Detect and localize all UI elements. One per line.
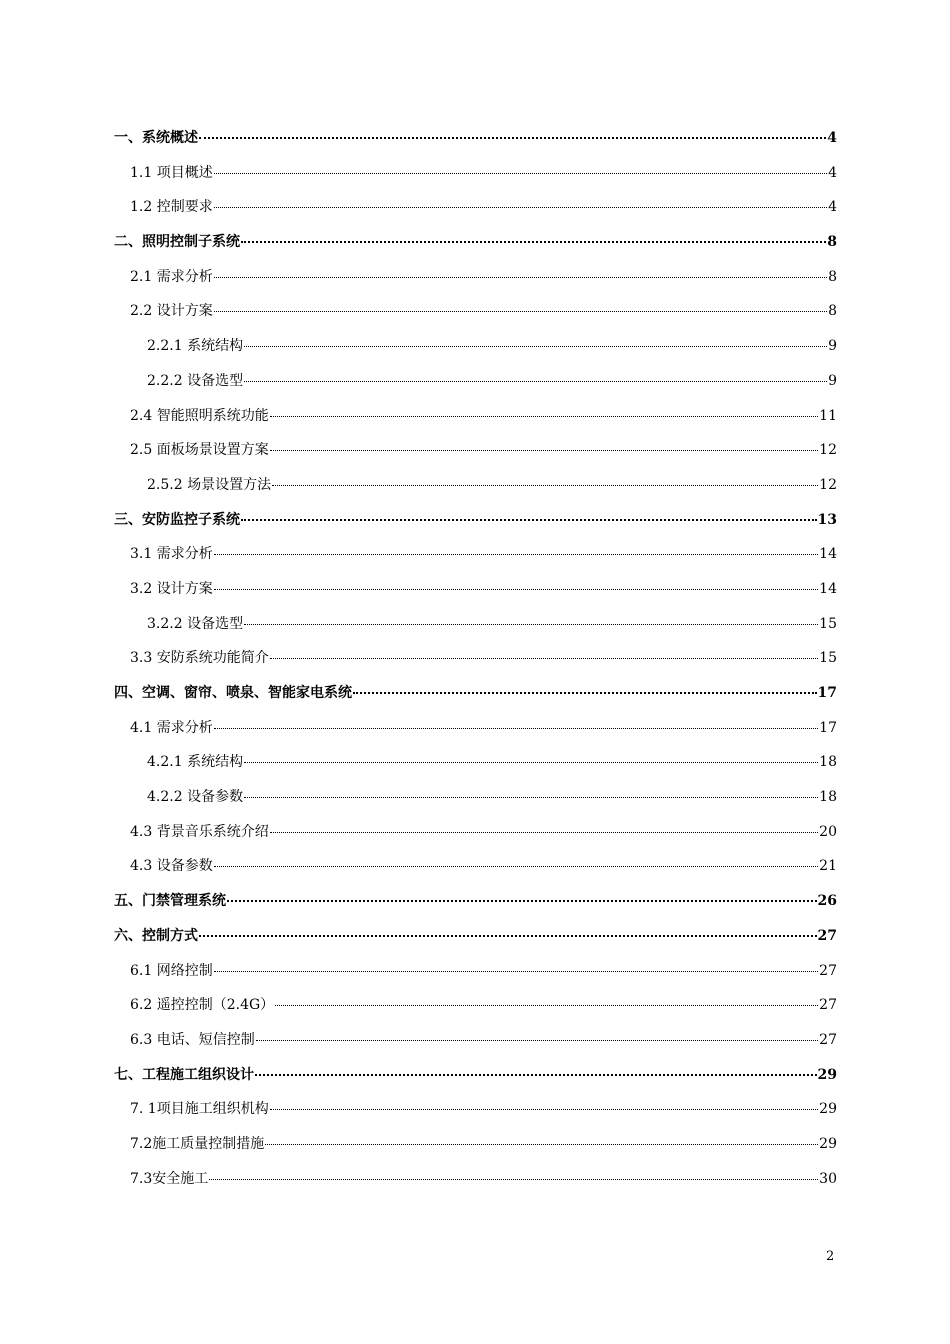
toc-entry-page: 17 — [819, 719, 837, 736]
dot-leader — [265, 1144, 818, 1145]
toc-entry-page: 29 — [819, 1135, 837, 1152]
toc-entry[interactable] — [114, 399, 837, 434]
toc-entry-page: 14 — [819, 580, 837, 597]
dot-leader — [256, 1040, 818, 1041]
toc-entry-title: 4.2.1 系统结构 — [147, 754, 244, 771]
toc-entry-title: 五、门禁管理系统 — [114, 893, 226, 910]
toc-entry[interactable] — [114, 156, 837, 191]
toc-entry-page: 29 — [819, 1101, 837, 1118]
toc-entry-title: 6.3 电话、短信控制 — [130, 1031, 255, 1048]
toc-entry[interactable] — [114, 503, 837, 538]
dot-leader — [244, 624, 818, 625]
dot-leader — [209, 1179, 818, 1180]
toc-entry-page: 4 — [828, 164, 837, 181]
toc-entry[interactable] — [114, 1058, 837, 1093]
dot-leader — [244, 346, 827, 347]
dot-leader — [227, 900, 817, 902]
toc-entry-title: 2.2.2 设备选型 — [147, 372, 244, 389]
toc-entry-page: 12 — [819, 476, 837, 493]
dot-leader — [270, 832, 818, 833]
toc-entry-title: 3.1 需求分析 — [130, 546, 213, 563]
dot-leader — [214, 866, 818, 867]
dot-leader — [214, 971, 818, 972]
toc-entry-title: 一、系统概述 — [114, 130, 198, 146]
toc-entry[interactable] — [114, 745, 837, 780]
dot-leader — [244, 762, 818, 763]
dot-leader — [270, 450, 818, 451]
dot-leader — [270, 1109, 818, 1110]
toc-entry-title: 三、安防监控子系统 — [114, 511, 240, 528]
toc-entry-page: 27 — [819, 1031, 837, 1048]
page-number: 2 — [826, 1249, 835, 1264]
toc-entry-page: 15 — [819, 650, 837, 667]
toc-entry-title: 7.2施工质量控制措施 — [130, 1135, 265, 1152]
toc-entry-page: 20 — [819, 823, 837, 840]
toc-entry-page: 27 — [817, 927, 837, 944]
toc-entry-title: 3.2.2 设备选型 — [147, 615, 244, 632]
toc-entry[interactable] — [114, 121, 837, 156]
toc-entry[interactable] — [114, 1127, 837, 1162]
toc-entry-page: 27 — [819, 997, 837, 1014]
table-of-contents — [114, 121, 837, 1196]
toc-entry-page: 21 — [819, 858, 837, 875]
toc-entry-page: 29 — [817, 1066, 837, 1083]
toc-entry-page: 8 — [827, 234, 837, 251]
toc-entry-title: 4.3 背景音乐系统介绍 — [130, 823, 269, 840]
toc-entry-page: 30 — [819, 1170, 837, 1187]
toc-entry-page: 18 — [819, 754, 837, 771]
dot-leader — [214, 589, 818, 590]
toc-entry[interactable] — [114, 815, 837, 850]
dot-leader — [244, 381, 827, 382]
dot-leader — [241, 519, 817, 521]
toc-entry[interactable] — [114, 780, 837, 815]
dot-leader — [270, 416, 818, 417]
dot-leader — [241, 241, 826, 243]
toc-entry[interactable] — [114, 1162, 837, 1197]
toc-entry[interactable] — [114, 711, 837, 746]
toc-entry-page: 4 — [828, 199, 837, 216]
dot-leader — [275, 1005, 818, 1006]
toc-entry[interactable] — [114, 468, 837, 503]
toc-entry-title: 7.3安全施工 — [130, 1170, 209, 1187]
toc-entry-page: 12 — [819, 442, 837, 459]
toc-entry-page: 14 — [819, 546, 837, 563]
toc-entry-title: 六、控制方式 — [114, 927, 198, 944]
toc-entry-title: 3.2 设计方案 — [130, 580, 213, 597]
toc-entry[interactable] — [114, 641, 837, 676]
toc-entry[interactable] — [114, 919, 837, 954]
toc-entry-title: 7. 1项目施工组织机构 — [130, 1101, 269, 1118]
toc-entry[interactable] — [114, 607, 837, 642]
toc-entry-title: 二、照明控制子系统 — [114, 234, 240, 251]
toc-entry-title: 6.2 遥控控制（2.4G） — [130, 997, 275, 1014]
toc-entry-page: 13 — [817, 511, 837, 528]
toc-entry[interactable] — [114, 433, 837, 468]
dot-leader — [214, 277, 827, 278]
toc-entry-page: 27 — [819, 962, 837, 979]
dot-leader — [255, 1074, 817, 1076]
dot-leader — [214, 728, 818, 729]
dot-leader — [244, 797, 818, 798]
toc-entry-title: 2.5.2 场景设置方法 — [147, 476, 272, 493]
dot-leader — [214, 554, 818, 555]
toc-entry-title: 3.3 安防系统功能简介 — [130, 650, 269, 667]
toc-entry-page: 9 — [828, 372, 837, 389]
dot-leader — [199, 935, 817, 937]
dot-leader — [199, 137, 826, 139]
toc-entry-title: 2.4 智能照明系统功能 — [130, 407, 269, 424]
dot-leader — [272, 485, 818, 486]
dot-leader — [214, 207, 827, 208]
toc-entry-title: 七、工程施工组织设计 — [114, 1066, 254, 1083]
toc-entry-title: 2.2.1 系统结构 — [147, 338, 244, 355]
toc-entry-page: 4 — [827, 130, 837, 146]
toc-entry[interactable] — [114, 954, 837, 989]
toc-entry[interactable] — [114, 260, 837, 295]
toc-entry[interactable] — [114, 1023, 837, 1058]
toc-entry-page: 8 — [828, 303, 837, 320]
toc-entry-title: 2.5 面板场景设置方案 — [130, 442, 269, 459]
dot-leader — [214, 173, 827, 174]
toc-entry-title: 4.3 设备参数 — [130, 858, 213, 875]
toc-entry-page: 8 — [828, 268, 837, 285]
dot-leader — [270, 658, 818, 659]
toc-entry-title: 4.2.2 设备参数 — [147, 789, 244, 806]
dot-leader — [353, 692, 817, 694]
toc-entry-page: 17 — [817, 685, 837, 701]
toc-entry-page: 18 — [819, 789, 837, 806]
toc-entry[interactable] — [114, 364, 837, 399]
toc-entry[interactable] — [114, 1092, 837, 1127]
toc-entry[interactable] — [114, 884, 837, 919]
toc-entry[interactable] — [114, 294, 837, 329]
toc-entry[interactable] — [114, 225, 837, 260]
toc-entry[interactable] — [114, 190, 837, 225]
toc-entry-title: 1.2 控制要求 — [130, 199, 213, 216]
dot-leader — [214, 311, 827, 312]
toc-entry-title: 四、空调、窗帘、喷泉、智能家电系统 — [114, 685, 352, 701]
toc-entry[interactable] — [114, 988, 837, 1023]
toc-entry-page: 11 — [819, 407, 837, 424]
toc-entry[interactable] — [114, 329, 837, 364]
toc-entry-page: 9 — [828, 338, 837, 355]
toc-entry-title: 2.2 设计方案 — [130, 303, 213, 320]
toc-entry-title: 2.1 需求分析 — [130, 268, 213, 285]
toc-entry-title: 4.1 需求分析 — [130, 719, 213, 736]
toc-entry-title: 6.1 网络控制 — [130, 962, 213, 979]
toc-entry[interactable] — [114, 537, 837, 572]
toc-entry-page: 26 — [817, 893, 837, 910]
toc-entry[interactable] — [114, 572, 837, 607]
toc-entry[interactable] — [114, 676, 837, 711]
toc-entry-title: 1.1 项目概述 — [130, 164, 213, 181]
toc-entry-page: 15 — [819, 615, 837, 632]
toc-entry[interactable] — [114, 849, 837, 884]
